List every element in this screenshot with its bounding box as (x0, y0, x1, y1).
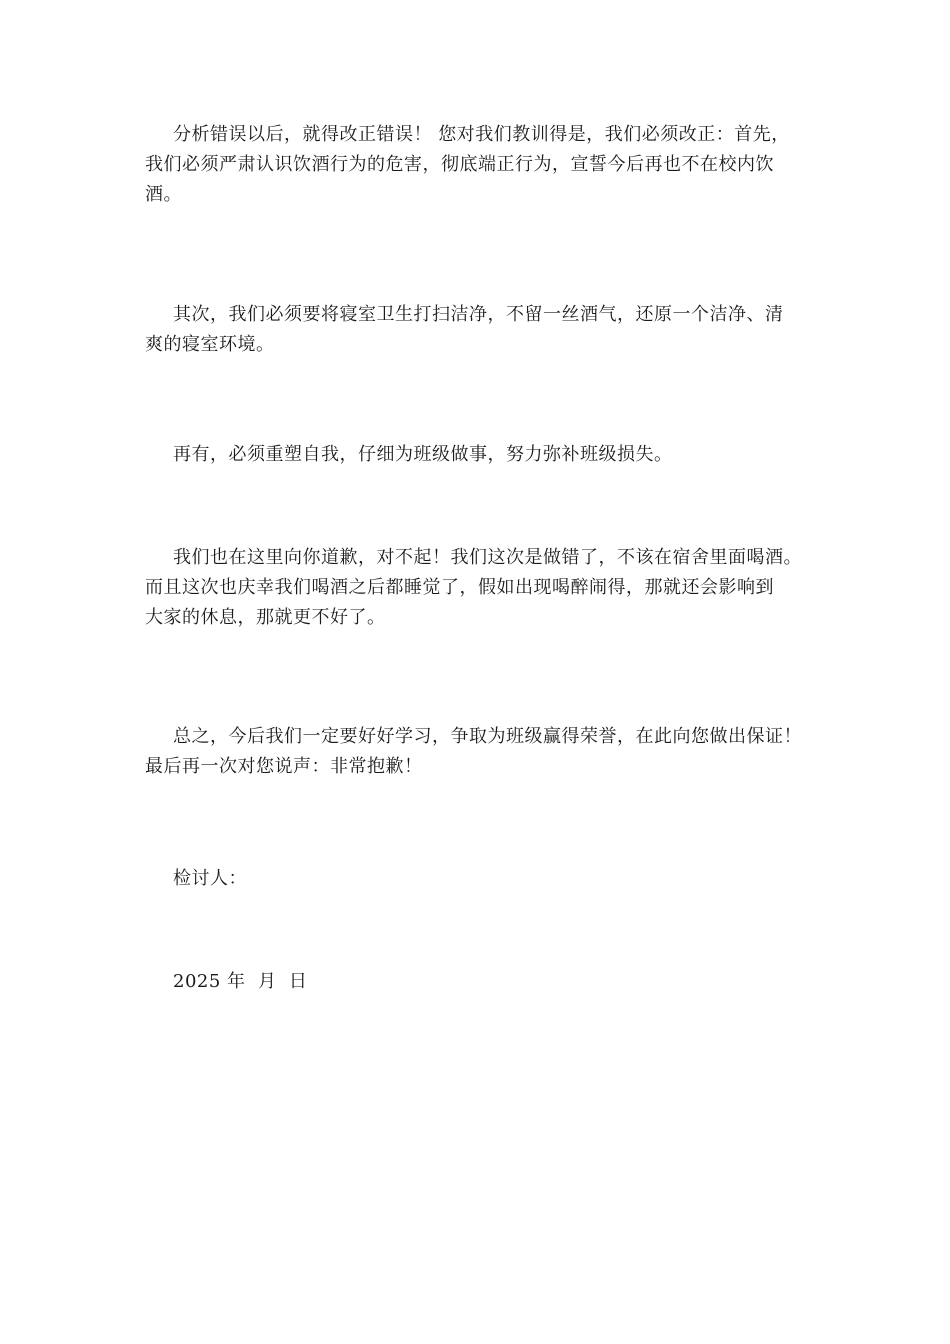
paragraph-conclusion (145, 722, 825, 782)
paragraph-line: 爽的寝室环境。 (145, 334, 275, 355)
date-line: 2025 年 月 日 (173, 971, 308, 992)
paragraph-line: 而且这次也庆幸我们喝酒之后都睡觉了，假如出现喝醉闹得，那就还会影响到 (145, 577, 774, 598)
date-block (145, 967, 825, 997)
paragraph-line: 我们也在这里向你道歉，对不起！我们这次是做错了，不该在宿舍里面喝酒。 (173, 547, 802, 568)
signature-label: 检讨人： (173, 868, 247, 889)
paragraph-line: 再有，必须重塑自我，仔细为班级做事，努力弥补班级损失。 (173, 444, 673, 465)
paragraph-line: 其次，我们必须要将寝室卫生打扫洁净，不留一丝酒气，还原一个洁净、清 (173, 304, 784, 325)
paragraph-analysis (145, 120, 825, 210)
paragraph-line: 总之，今后我们一定要好好学习，争取为班级赢得荣誉，在此向您做出保证！ (173, 726, 802, 747)
paragraph-third (145, 440, 825, 470)
paragraph-apology (145, 543, 825, 633)
signature-block (145, 864, 825, 894)
paragraph-line: 大家的休息，那就更不好了。 (145, 607, 386, 628)
paragraph-line: 分析错误以后，就得改正错误！ 您对我们教训得是，我们必须改正：首先， (173, 124, 790, 145)
paragraph-line: 酒。 (145, 184, 182, 205)
paragraph-line: 我们必须严肃认识饮酒行为的危害，彻底端正行为，宣誓今后再也不在校内饮 (145, 154, 774, 175)
paragraph-second (145, 300, 825, 360)
paragraph-line: 最后再一次对您说声：非常抱歉！ (145, 756, 423, 777)
